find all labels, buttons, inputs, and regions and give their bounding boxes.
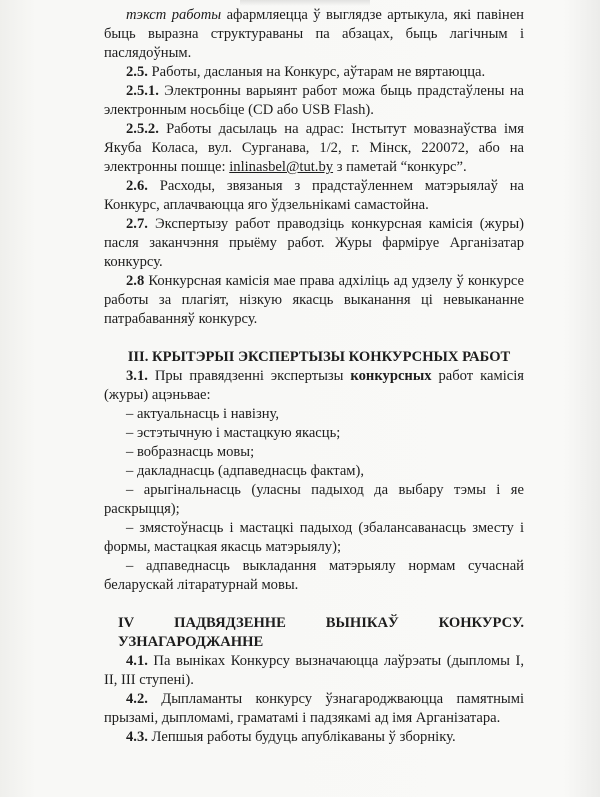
italic-term: тэкст работы (126, 7, 222, 23)
criteria-item: – арыгінальнасць (уласны падыход да выбару тэмы і яе раскрыцця); (104, 482, 524, 517)
heading-word: КОНКУРСУ. (438, 615, 524, 631)
section-2-continuation (104, 6, 524, 329)
section-4-heading (104, 614, 524, 633)
scan-artifact (240, 0, 370, 6)
heading-word: ПАДВЯДЗЕННЕ (174, 615, 286, 631)
paragraph-2-5-2: 2.5.2. Работы дасылаць на адрас: Інстытут мовазнаўства імя Якуба Коласа, вул. Сурганава, 1/2, г. Мінск, 220072, або на электронны пошце: inlinasbel@tut.by з паметай “конкурс”. (104, 121, 524, 175)
clause-number: 2.5. (126, 64, 148, 80)
clause-number: 2.5.2. (126, 121, 159, 137)
clause-number: 2.6. (126, 178, 148, 194)
paragraph-4-2: 4.2. Дыпламанты конкурсу ўзнагароджваюцца памятнымі прызамі, дыпломамі, граматамі і падзякамі ад імя Арганізатара. (104, 691, 524, 726)
heading-word: IV (118, 615, 135, 631)
section-3-heading: III. КРЫТЭРЫІ ЭКСПЕРТЫЗЫ КОНКУРСНЫХ РАБОТ (127, 349, 511, 365)
clause-number: 4.1. (126, 653, 148, 669)
paragraph-2-6: 2.6. Расходы, звязаныя з прадстаўленнем матэрыялаў на Конкурс, аплачваюцца яго ўдзельнікамі самастойна. (104, 178, 524, 213)
clause-number: 4.2. (126, 691, 148, 707)
paragraph-3-1: 3.1. Пры правядзенні экспертызы конкурсных работ камісія (журы) ацэньвае: (104, 368, 524, 403)
paragraph-2-7: 2.7. Экспертызу работ праводзіць конкурсная камісія (журы) пасля заканчэння прыёму работ. Журы фарміруе Арганізатар конкурсу. (104, 216, 524, 270)
bold-term: конкурсных (350, 368, 432, 384)
clause-number: 2.7. (126, 216, 148, 232)
paragraph-2-5-1: 2.5.1. Электронны варыянт работ можа быць прадстаўлены на электронным носьбіце (CD або USB Flash). (104, 83, 524, 118)
criteria-item: – эстэтычную і мастацкую якасць; (126, 425, 341, 441)
criteria-item: – актуальнасць і навізну, (126, 406, 280, 422)
section-3 (104, 348, 524, 595)
clause-number: 4.3. (126, 729, 148, 745)
clause-number: 2.8 (126, 273, 145, 289)
clause-number: 2.5.1. (126, 83, 159, 99)
section-4 (104, 614, 524, 747)
paragraph-4-1: 4.1. Па выніках Конкурсу вызначаюцца лаўрэаты (дыпломы І, ІІ, ІІІ ступені). (104, 653, 524, 688)
paragraph-2-5: 2.5. Работы, дасланыя на Конкурс, аўтарам не вяртаюцца. (126, 64, 486, 80)
email-link[interactable]: inlinasbel@tut.by (229, 159, 334, 175)
criteria-item: – дакладнасць (адпаведнасць фактам), (126, 463, 365, 479)
paragraph-4-3: 4.3. Лепшыя работы будуць апублікаваны ў зборніку. (126, 729, 456, 745)
clause-number: 3.1. (126, 368, 148, 384)
section-4-heading-line-2: УЗНАГАРОДЖАННЕ (118, 634, 264, 650)
paragraph-text-format: тэкст работы афармляецца ў выглядзе артыкула, які павінен быць выразна структураваны па абзацах, быць лагічным і паслядоўным. (104, 7, 524, 61)
criteria-item: – адпаведнасць выкладання матэрыялу нормам сучаснай беларускай літаратурнай мовы. (104, 558, 524, 593)
heading-word: ВЫНІКАЎ (325, 615, 399, 631)
criteria-item: – змястоўнасць і мастацкі падыход (збалансаванасць зместу і формы, мастацкая якасць матэрыялу); (104, 520, 524, 555)
criteria-item: – вобразнасць мовы; (126, 444, 255, 460)
paragraph-2-8: 2.8 Конкурсная камісія мае права адхіліць ад удзелу ў конкурсе работы за плагіят, нізкую якасць выканання ці невыкананне патрабаванняў конкурсу. (104, 273, 524, 327)
